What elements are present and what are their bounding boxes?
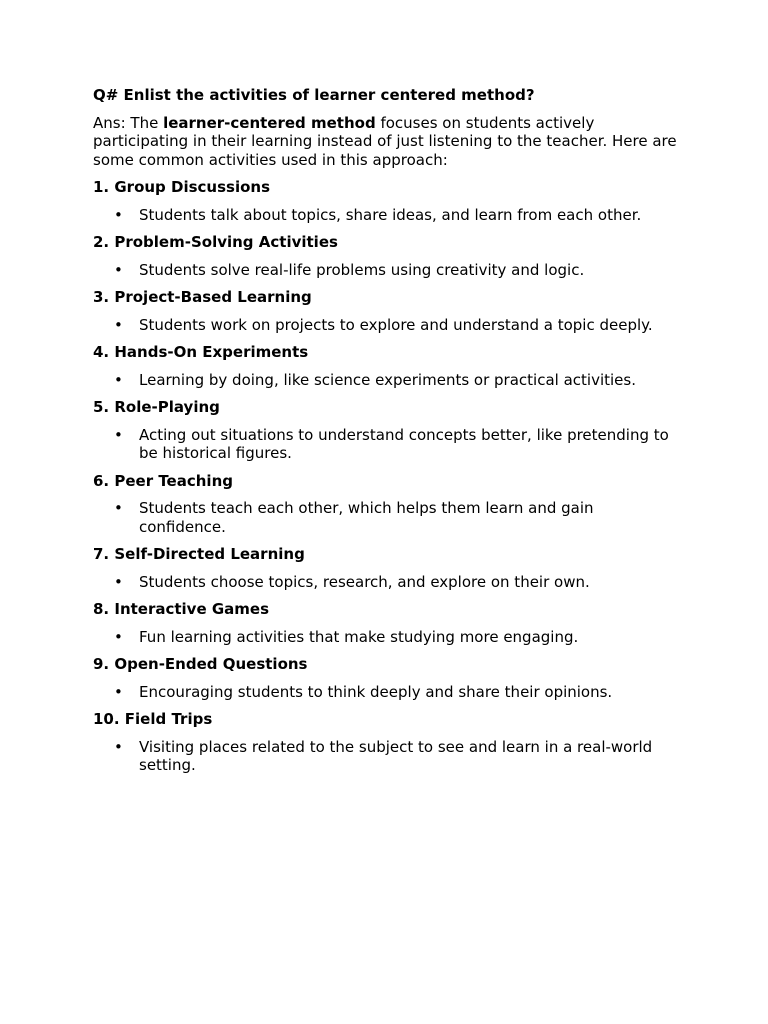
activity-heading: 3. Project-Based Learning	[93, 288, 312, 306]
bullet-icon: •	[114, 425, 123, 444]
bullet-icon: •	[114, 682, 123, 701]
list-item	[93, 683, 683, 702]
bullet-text: Students solve real-life problems using creativity and logic.	[139, 260, 585, 279]
list-item	[93, 499, 683, 536]
bullet-text: Students talk about topics, share ideas, and learn from each other.	[139, 205, 642, 224]
bullet-text: Visiting places related to the subject to see and learn in a real-world setting.	[139, 737, 653, 774]
list-item	[93, 206, 683, 225]
list-item	[93, 738, 683, 775]
activity-heading: 10. Field Trips	[93, 710, 213, 728]
list-item	[93, 426, 683, 463]
list-item	[93, 261, 683, 280]
activity-bullet-list	[93, 499, 683, 536]
activity-list	[93, 178, 683, 775]
list-item	[93, 628, 683, 647]
bullet-icon: •	[114, 499, 123, 517]
activity-heading: 9. Open-Ended Questions	[93, 655, 308, 673]
bullet-icon: •	[114, 205, 123, 224]
activity-bullet-list	[93, 573, 683, 592]
activity-bullet-list	[93, 316, 683, 335]
bullet-text: Students choose topics, research, and explore on their own.	[139, 572, 590, 591]
answer-intro	[93, 114, 683, 170]
bullet-icon: •	[114, 370, 123, 389]
activity-heading: 7. Self-Directed Learning	[93, 545, 305, 563]
answer-prefix: Ans: The	[93, 113, 164, 132]
bullet-icon: •	[114, 737, 123, 756]
activity-heading: 8. Interactive Games	[93, 600, 270, 618]
question-heading: Q# Enlist the activities of learner centered method?	[93, 86, 535, 104]
document-content	[93, 86, 683, 784]
activity-bullet-list	[93, 738, 683, 775]
activity-bullet-list	[93, 683, 683, 702]
activity-bullet-list	[93, 628, 683, 647]
bullet-icon: •	[114, 572, 123, 591]
bullet-icon: •	[114, 627, 123, 646]
bullet-text: Students teach each other, which helps them learn and gain confidence.	[139, 499, 594, 536]
answer-bold-term: learner-centered method	[163, 113, 376, 132]
activity-heading: 2. Problem-Solving Activities	[93, 233, 338, 251]
bullet-text: Students work on projects to explore and understand a topic deeply.	[139, 315, 653, 334]
list-item	[93, 371, 683, 390]
bullet-text: Learning by doing, like science experiments or practical activities.	[139, 370, 636, 389]
bullet-text: Fun learning activities that make studying more engaging.	[139, 627, 579, 646]
bullet-text: Acting out situations to understand concepts better, like pretending to be historical figures.	[139, 425, 669, 462]
activity-heading: 1. Group Discussions	[93, 178, 271, 196]
activity-heading: 5. Role-Playing	[93, 398, 220, 416]
activity-heading: 4. Hands-On Experiments	[93, 343, 309, 361]
activity-bullet-list	[93, 426, 683, 463]
activity-heading: 6. Peer Teaching	[93, 471, 233, 490]
bullet-icon: •	[114, 315, 123, 334]
activity-bullet-list	[93, 206, 683, 225]
bullet-icon: •	[114, 260, 123, 279]
list-item	[93, 573, 683, 592]
activity-bullet-list	[93, 261, 683, 280]
answer-suffix: focuses on students actively participating in their learning instead of just listening to the teacher. Here are some common activities used in this approach:	[93, 113, 677, 169]
bullet-text: Encouraging students to think deeply and share their opinions.	[139, 682, 613, 701]
list-item	[93, 316, 683, 335]
activity-bullet-list	[93, 371, 683, 390]
